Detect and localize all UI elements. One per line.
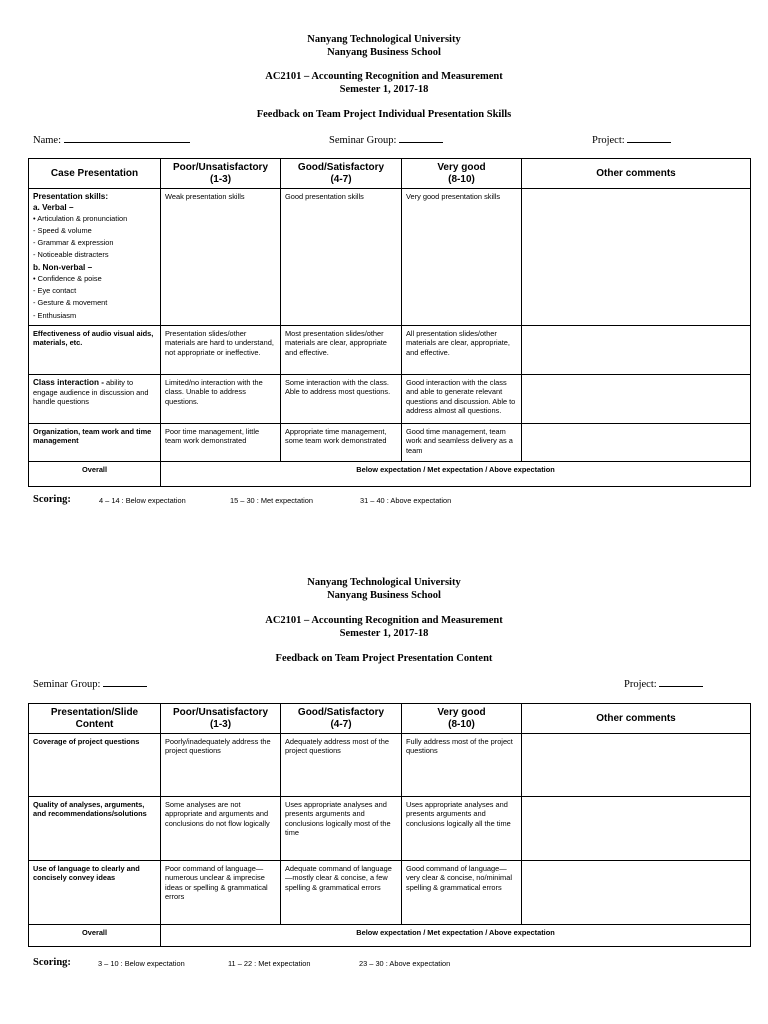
form1-col-poor-range: (1-3) [209,173,232,185]
form2-col-good-label: Good/Satisfactory [297,707,385,718]
form1-row3-very-good: Good interaction with the class and able to generate relevant questions and discussion. Able to address almost all questions. [402,375,522,424]
form1-row4-poor: Poor time management, little team work demonstrated [161,424,281,462]
form1-row2-criteria: Effectiveness of audio visual aids, materials, etc. [29,326,161,375]
form2-row3-criteria: Use of language to clearly and concisely convey ideas [29,861,161,925]
form2-col-comments: Other comments [522,704,751,734]
form2-overall-row [29,925,751,947]
form2-project-label: Project: [624,679,657,690]
form1-col-criteria: Case Presentation [29,159,161,189]
form1-row1-criteria [29,189,161,326]
form1-col-very-good-range: (8-10) [448,173,475,185]
form2-scoring-above: 23 – 30 : Above expectation [359,959,451,968]
form2-col-criteria-line1: Presentation/Slide [50,707,139,718]
form1-semester: Semester 1, 2017-18 [339,84,429,95]
list-item: - Enthusiasm [33,310,77,320]
form2-col-criteria-line2: Content [75,718,114,730]
form1-row4-criteria: Organization, team work and time management [29,424,161,462]
table-row [29,189,751,326]
form1-header [0,33,768,59]
form1-row1-poor: Weak presentation skills [161,189,281,326]
form2-seminar-input[interactable] [103,677,147,687]
form2-header [0,576,768,602]
form1-col-poor-label: Poor/Unsatisfactory [172,162,269,173]
form2-row3-poor: Poor command of language—numerous unclear & imprecise ideas or spelling & grammatical errors [161,861,281,925]
form1-seminar-label: Seminar Group: [329,135,397,146]
form1-row1-comments[interactable] [522,189,751,326]
form1-col-good-range: (4-7) [330,173,352,185]
form1-row1-nonverbal: b. Non-verbal – [33,262,93,272]
form2-seminar-label: Seminar Group: [33,679,101,690]
form1-rubric-table [28,158,751,487]
table-row [29,424,751,462]
form2-scoring-below: 3 – 10 : Below expectation [98,959,185,968]
form1-row3-title: Class interaction - [33,378,104,387]
form2-col-very-good-range: (8-10) [448,718,475,730]
table-row [29,375,751,424]
form1-seminar-input[interactable] [399,133,443,143]
form2-row3-comments[interactable] [522,861,751,925]
form2-col-very-good [402,704,522,734]
form1-header-row [29,159,751,189]
form2-scoring-met: 11 – 22 : Met expectation [228,959,311,968]
list-item: - Gesture & movement [33,298,108,308]
form2-row2-good: Uses appropriate analyses and presents arguments and conclusions logically most of the time [281,797,402,861]
form1-school: Nanyang Business School [327,47,441,58]
form1-overall-row [29,462,751,487]
form2-scoring-label: Scoring: [33,957,71,968]
form1-col-good [281,159,402,189]
form2-col-criteria [29,704,161,734]
form2-col-good-range: (4-7) [330,718,352,730]
form2-scoring [33,957,733,971]
form2-row2-comments[interactable] [522,797,751,861]
form1-row2-good: Most presentation slides/other materials are clear, appropriate and effective. [281,326,402,375]
form1-row3-poor: Limited/no interaction with the class. Unable to address questions. [161,375,281,424]
table-row [29,861,751,925]
form1-name-label: Name: [33,135,61,146]
form1-row3-note: ability to engage audience in discussion and handle questions [33,378,149,406]
form1-row2-poor: Presentation slides/other materials are hard to understand, not appropriate or ineffective. [161,326,281,375]
form1-scoring-met: 15 – 30 : Met expectation [230,496,313,505]
form1-row3-comments[interactable] [522,375,751,424]
form2-row2-very-good: Uses appropriate analyses and presents arguments and conclusions logically all the time [402,797,522,861]
form2-header-row [29,704,751,734]
form1-row4-very-good: Good time management, team work and seamless delivery as a team [402,424,522,462]
form1-row2-comments[interactable] [522,326,751,375]
form2-row1-poor: Poorly/inadequately address the project questions [161,734,281,797]
form2-course-block [0,614,768,640]
form1-row3-good: Some interaction with the class. Able to address most questions. [281,375,402,424]
form1-col-good-label: Good/Satisfactory [297,162,385,173]
form1-scoring-above: 31 – 40 : Above expectation [360,496,452,505]
form1-university: Nanyang Technological University [307,34,461,45]
form1-row1-title: Presentation skills: [33,192,109,201]
form2-school: Nanyang Business School [327,590,441,601]
form2-col-poor-label: Poor/Unsatisfactory [172,707,269,718]
form2-row2-criteria: Quality of analyses, arguments, and recommendations/solutions [29,797,161,861]
form2-seminar-field[interactable] [33,677,147,690]
form2-project-field[interactable] [624,677,703,690]
form2-row1-very-good: Fully address most of the project questions [402,734,522,797]
form2-col-poor [161,704,281,734]
form2-semester: Semester 1, 2017-18 [339,628,429,639]
form1-overall-options[interactable]: Below expectation / Met expectation / Above expectation [161,462,751,487]
form2-col-good [281,704,402,734]
form1-name-field[interactable] [33,133,190,146]
form2-row3-good: Adequate command of language—mostly clear & concise, a few spelling & grammatical errors [281,861,402,925]
form2-row1-criteria: Coverage of project questions [29,734,161,797]
form1-title: Feedback on Team Project Individual Presentation Skills [256,109,512,120]
list-item: - Grammar & expression [33,238,114,248]
form2-university: Nanyang Technological University [307,577,461,588]
form2-overall-options[interactable]: Below expectation / Met expectation / Above expectation [161,925,751,947]
form2-title: Feedback on Team Project Presentation Content [275,653,493,664]
form1-project-input[interactable] [627,133,671,143]
form1-col-very-good-label: Very good [437,162,486,173]
form1-overall-label: Overall [29,462,161,487]
list-item: • Articulation & pronunciation [33,213,128,223]
form1-row3-criteria [29,375,161,424]
table-row [29,326,751,375]
list-item: - Noticeable distracters [33,250,109,260]
form1-project-label: Project: [592,135,625,146]
form1-row4-good: Appropriate time management, some team work demonstrated [281,424,402,462]
form2-course: AC2101 – Accounting Recognition and Measurement [265,615,503,626]
form1-course: AC2101 – Accounting Recognition and Measurement [265,71,503,82]
form1-seminar-field[interactable] [329,133,443,146]
form1-row4-comments[interactable] [522,424,751,462]
form2-row1-good: Adequately address most of the project questions [281,734,402,797]
form1-scoring [33,494,733,508]
list-item: • Confidence & poise [33,273,102,283]
form2-overall-label: Overall [29,925,161,947]
form2-col-very-good-label: Very good [437,707,486,718]
form1-course-block [0,70,768,96]
form2-project-input[interactable] [659,677,703,687]
form1-row1-very-good: Very good presentation skills [402,189,522,326]
form1-project-field[interactable] [592,133,671,146]
form2-row1-comments[interactable] [522,734,751,797]
form1-name-input[interactable] [64,133,190,143]
table-row [29,797,751,861]
table-row [29,734,751,797]
form1-row2-very-good: All presentation slides/other materials are clear, appropriate, and effective. [402,326,522,375]
list-item: - Eye contact [33,286,77,296]
form1-col-very-good [402,159,522,189]
form2-col-poor-range: (1-3) [209,718,232,730]
form1-row1-good: Good presentation skills [281,189,402,326]
list-item: - Speed & volume [33,225,92,235]
form1-col-comments: Other comments [522,159,751,189]
form2-rubric-table [28,703,751,947]
form2-row2-poor: Some analyses are not appropriate and arguments and conclusions do not flow logically [161,797,281,861]
form1-scoring-below: 4 – 14 : Below expectation [99,496,186,505]
form1-col-poor [161,159,281,189]
form1-row1-verbal: a. Verbal – [33,202,74,212]
form2-row3-very-good: Good command of language—very clear & concise, no/minimal spelling & grammatical errors [402,861,522,925]
form1-scoring-label: Scoring: [33,494,71,505]
